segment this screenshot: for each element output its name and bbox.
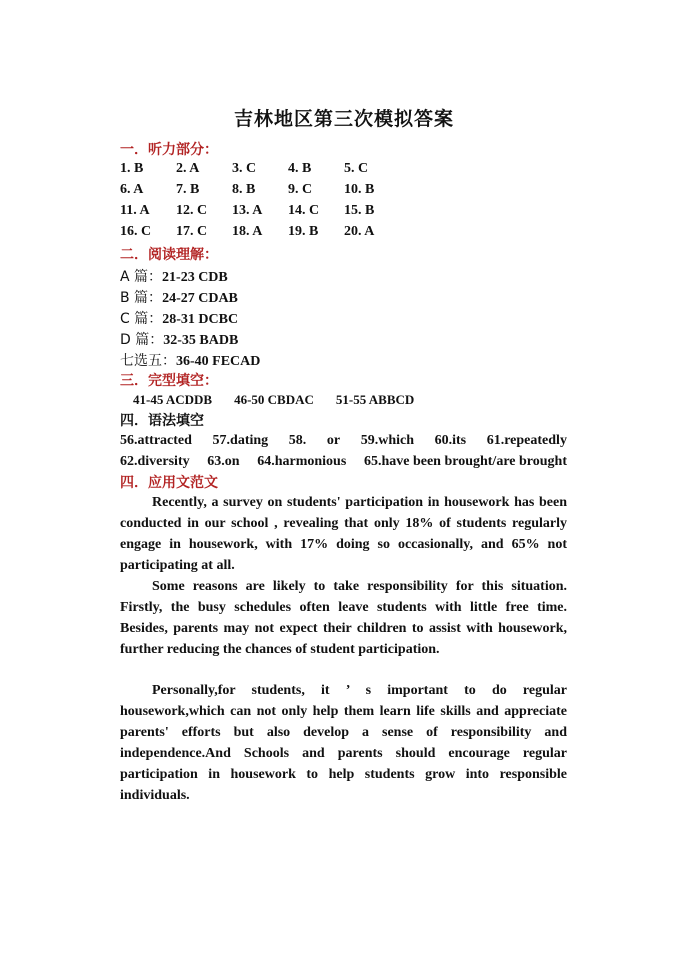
listening-answer: 15. B	[344, 203, 375, 218]
grammar-answer: or	[326, 433, 341, 448]
listening-answer: 3. C	[232, 161, 257, 176]
grammar-answer: 63.on	[207, 454, 240, 469]
reading-passage-label: C 篇：	[120, 311, 163, 327]
listening-answer: 19. B	[288, 224, 319, 239]
listening-answer: 7. B	[176, 182, 200, 197]
listening-answer: 9. C	[288, 182, 313, 197]
listening-answer: 1. B	[120, 161, 144, 176]
reading-answer-line	[120, 329, 238, 349]
reading-passage-label: A 篇：	[120, 269, 163, 285]
grammar-answers-line-2	[120, 454, 567, 470]
essay-paragraph-3: Personally,for students, it ’ s important to do regular housework,which can not only help them learn life skills and appreciate parents' efforts but also develop a sense of responsibility and independence.And Schools and parents should encourage regular participation in housework to help students grow into responsible individuals.	[120, 683, 567, 803]
reading-answer: 32-35 BADB	[163, 333, 239, 348]
grammar-answer: 58.	[288, 433, 307, 448]
reading-answer: 28-31 DCBC	[162, 312, 239, 327]
reading-answer-line	[120, 287, 238, 307]
listening-answer: 10. B	[344, 182, 375, 197]
reading-answer: 21-23 CDB	[162, 270, 228, 285]
reading-heading: 二．阅读理解：	[120, 247, 218, 263]
grammar-answer: 59.which	[360, 433, 414, 448]
grammar-answer: 64.harmonious	[257, 454, 347, 469]
reading-passage-label: 七选五：	[120, 353, 176, 369]
listening-answer: 16. C	[120, 224, 152, 239]
reading-answer: 36-40 FECAD	[176, 354, 261, 369]
writing-heading: 四．应用文范文	[120, 475, 218, 491]
listening-answer: 4. B	[288, 161, 312, 176]
reading-passage-label: D 篇：	[120, 332, 164, 348]
grammar-heading: 四．语法填空	[120, 413, 204, 429]
cloze-answer-group: 41-45 ACDDB	[133, 392, 213, 407]
cloze-answer-group: 46-50 CBDAC	[234, 392, 314, 407]
listening-answer: 14. C	[288, 203, 320, 218]
listening-answer: 18. A	[232, 224, 263, 239]
grammar-answer: 62.diversity	[120, 454, 190, 469]
listening-answer: 2. A	[176, 161, 200, 176]
listening-answer: 6. A	[120, 182, 144, 197]
listening-answer: 13. A	[232, 203, 263, 218]
listening-answer: 17. C	[176, 224, 208, 239]
cloze-heading: 三．完型填空：	[120, 373, 218, 389]
grammar-answer: 60.its	[434, 433, 467, 448]
listening-heading: 一．听力部分：	[120, 142, 218, 158]
essay-paragraph-1: Recently, a survey on students' participation in housework has been conducted in our school , revealing that only 18% of students regularly engage in housework, with 17% doing so occasionally, and 65% not participating at all.	[120, 495, 567, 573]
grammar-answer: 65.have been brought/are brought	[363, 454, 567, 469]
reading-answer-line	[120, 308, 238, 328]
grammar-answer: 61.repeatedly	[486, 433, 567, 448]
grammar-answer: 56.attracted	[120, 433, 192, 448]
listening-answer: 8. B	[232, 182, 256, 197]
listening-answer: 12. C	[176, 203, 208, 218]
reading-answer-line	[120, 266, 228, 286]
reading-passage-label: B 篇：	[120, 290, 163, 306]
reading-answer: 24-27 CDAB	[162, 291, 238, 306]
grammar-answers-line-1	[120, 433, 567, 449]
listening-answer: 20. A	[344, 224, 375, 239]
listening-answer: 11. A	[120, 203, 150, 218]
reading-answer-line	[120, 350, 260, 370]
grammar-answer: 57.dating	[212, 433, 269, 448]
page-title: 吉林地区第三次模拟答案	[233, 108, 454, 130]
essay-paragraph-2: Some reasons are likely to take responsibility for this situation. Firstly, the busy schedules often leave students with little free time. Besides, parents may not expect their children to assist with housework, further reducing the chances of student participation.	[120, 579, 567, 657]
cloze-answers	[133, 392, 436, 408]
cloze-answer-group: 51-55 ABBCD	[335, 392, 415, 407]
listening-answer: 5. C	[344, 161, 369, 176]
